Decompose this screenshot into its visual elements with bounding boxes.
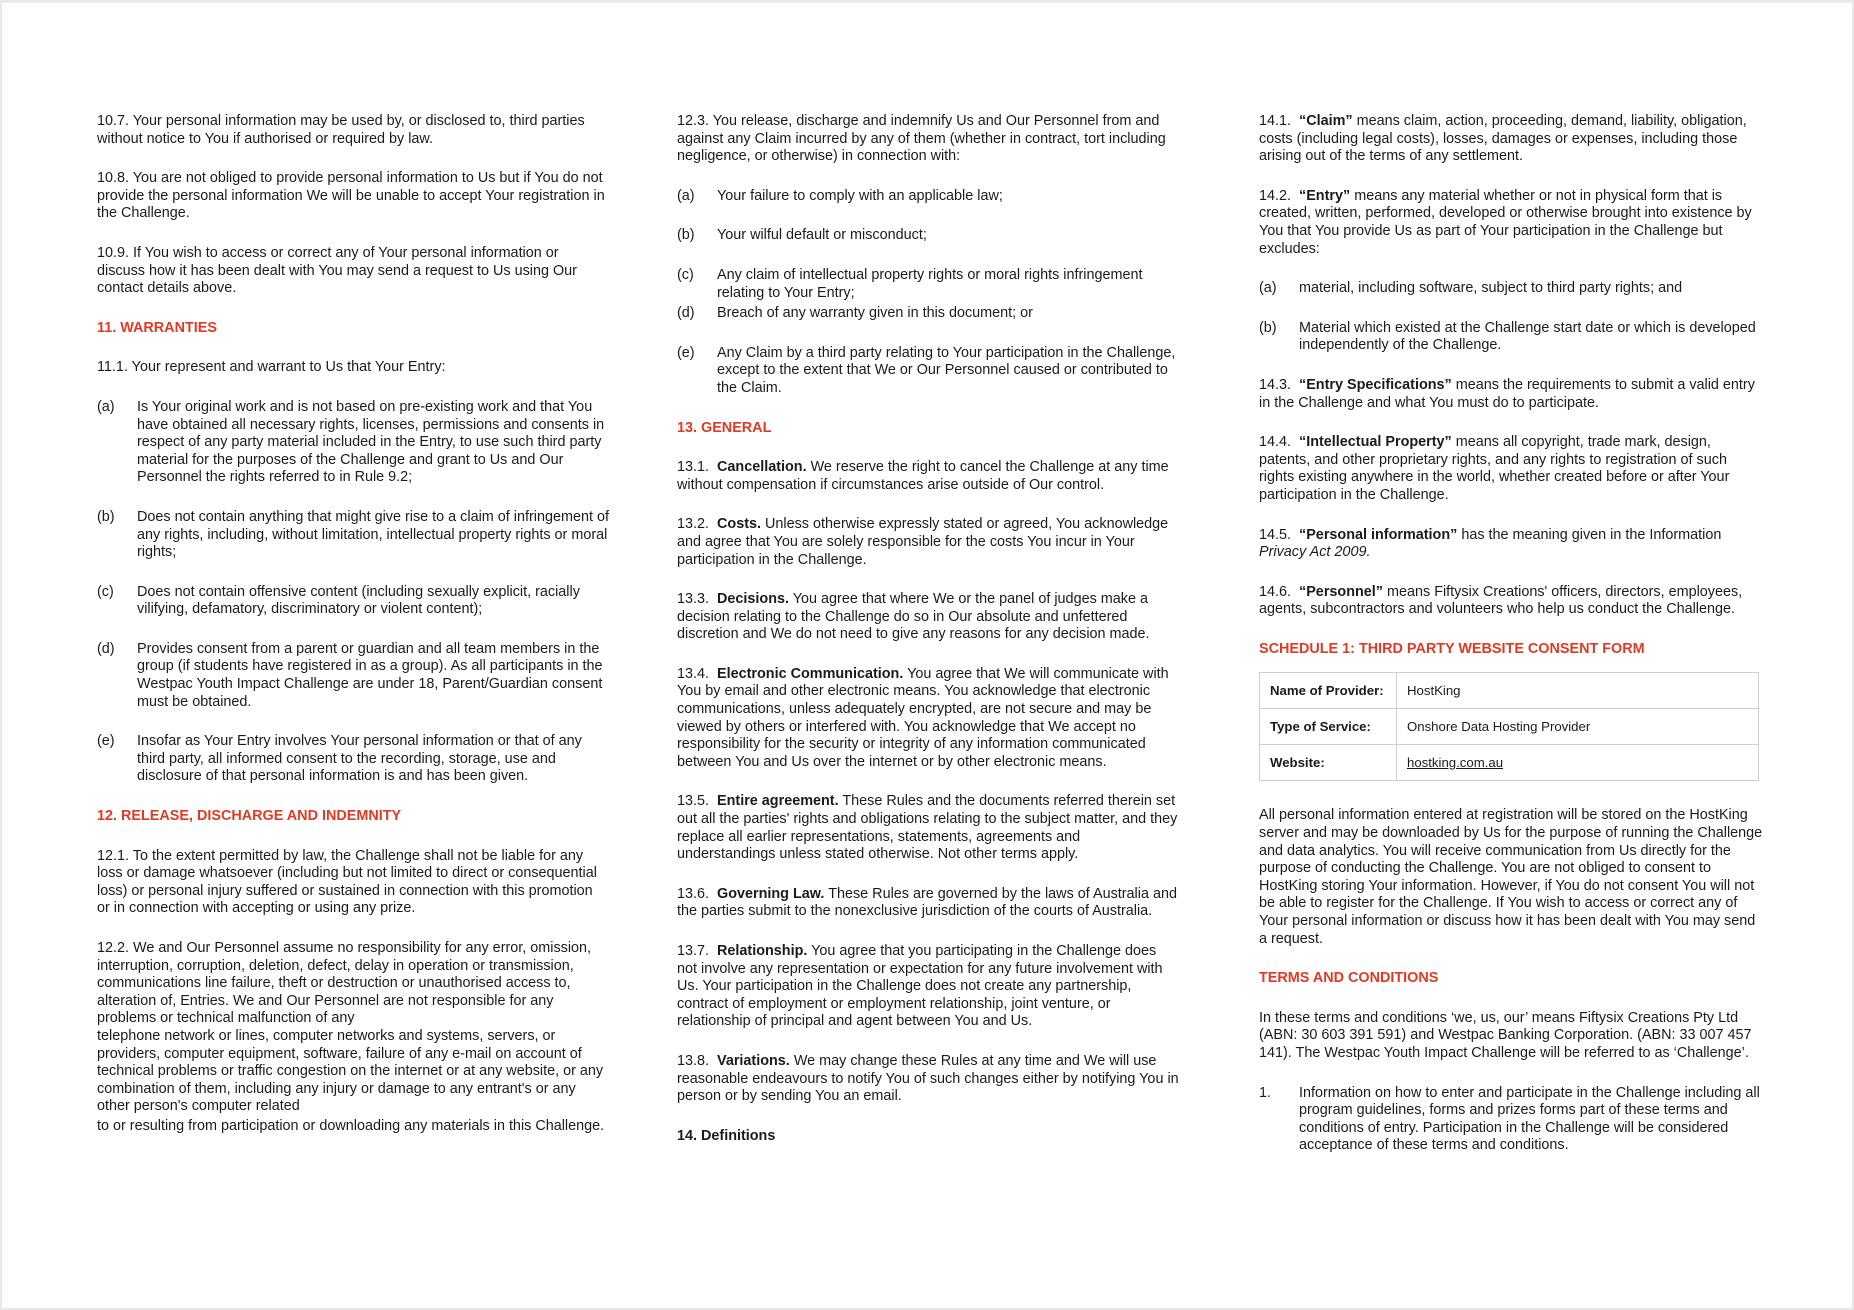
- item-text: Information on how to enter and participate in the Challenge including all program guidelines, forms and prizes forms part of these terms and conditions of entry. Participation in the Challenge will be considered acceptance of these terms and conditions.: [1299, 1084, 1760, 1154]
- item-label: (e): [677, 344, 695, 361]
- clause-10-7: 10.7. Your personal information may be used by, or disclosed to, third parties without notice to You if authorised or required by law.: [97, 113, 585, 147]
- heading-general: 13. GENERAL: [677, 419, 772, 436]
- item-label: (a): [97, 398, 115, 415]
- clause-number: 14.5.: [1259, 526, 1292, 543]
- table-row: [1260, 745, 1759, 781]
- item-label: (e): [97, 733, 115, 750]
- clause-13-1: [677, 459, 1180, 494]
- table-key: Website:: [1260, 745, 1397, 781]
- column-right: [1259, 113, 1764, 1177]
- clause-number: 13.8.: [677, 1052, 710, 1069]
- item-text: Is Your original work and is not based on pre-existing work and that You have obtained all necessary rights, licenses, permissions and consents in respect of any party material included in the Entry, to use such third party material for the purposes of the Challenge and grant to Us and Our Personnel the rights referred to in Rule 9.2;: [137, 398, 605, 486]
- clause-number: 14.1.: [1259, 113, 1292, 129]
- definition-text: means any material whether or not in physical form that is created, written, performed, developed or otherwise brought into existence by You that You provide Us as part of Your participation in the Challenge but excludes:: [1259, 187, 1752, 257]
- release-item: [677, 345, 1180, 398]
- definition-personal-information: [1259, 527, 1764, 562]
- heading-schedule-1: SCHEDULE 1: THIRD PARTY WEBSITE CONSENT FORM: [1259, 640, 1645, 657]
- definition-personnel: [1259, 584, 1764, 619]
- clause-12-2-part3: to or resulting from participation or downloading any materials in this Challenge.: [97, 1117, 605, 1134]
- clause-number: 13.2.: [677, 516, 710, 533]
- item-text: material, including software, subject to third party rights; and: [1299, 280, 1683, 297]
- warranty-item: [97, 733, 609, 786]
- column-middle: [677, 113, 1180, 1167]
- item-label: (b): [97, 508, 115, 525]
- defined-term: “Entry”: [1299, 187, 1351, 204]
- defined-term: “Personal information”: [1299, 526, 1458, 543]
- website-link[interactable]: hostking.com.au: [1407, 755, 1504, 771]
- table-row: [1260, 709, 1759, 745]
- item-label: 1.: [1259, 1084, 1272, 1101]
- clause-number: 14.3.: [1259, 376, 1292, 393]
- exclusion-item: [1259, 320, 1764, 355]
- item-text: Insofar as Your Entry involves Your personal information or that of any third party, all informed consent to the recording, storage, use and disclosure of that personal information is and has been given.: [137, 733, 582, 785]
- item-text: Material which existed at the Challenge start date or which is developed independently of the Challenge.: [1299, 319, 1756, 354]
- terms-intro: In these terms and conditions ‘we, us, our’ means Fiftysix Creations Pty Ltd (ABN: 30 603 391 591) and Westpac Banking Corporation. (ABN: 33 007 457 141). The Westpac Youth Impact Challenge will be referred to as ‘Challenge’.: [1259, 1009, 1752, 1061]
- clause-text: You agree that you participating in the Challenge does not involve any representation or expectation for any future involvement with Us. Your participation in the Challenge does not create any partnership, contract of employment or employment relationship, joint venture, or relationship of principal and agent between You and Us.: [677, 943, 1163, 1030]
- item-label: (b): [1259, 319, 1277, 336]
- terms-item: [1259, 1085, 1764, 1155]
- clause-text: You agree that where We or the panel of judges make a decision relating to the Challenge do so in Our absolute and unfettered discretion and We do not need to give any reasons for any decision made.: [677, 591, 1150, 643]
- item-text: Your wilful default or misconduct;: [717, 227, 927, 244]
- clause-term: Electronic Communication.: [717, 665, 904, 682]
- heading-definitions: 14. Definitions: [677, 1127, 776, 1144]
- clause-number: 13.1.: [677, 459, 710, 476]
- clause-13-5: [677, 793, 1180, 863]
- clause-term: Decisions.: [717, 591, 789, 608]
- item-text: Any claim of intellectual property rights or moral rights infringement relating to Your Entry;: [717, 266, 1143, 301]
- clause-10-9: 10.9. If You wish to access or correct any of Your personal information or discuss how it has been dealt with You may send a request to Us using Our contact details above.: [97, 244, 577, 297]
- item-label: (d): [677, 305, 695, 322]
- act-title: Privacy Act 2009.: [1259, 544, 1371, 561]
- clause-12-2-part1: 12.2. We and Our Personnel assume no responsibility for any error, omission, interruption, corruption, deletion, defect, delay in operation or transmission, communications line failure, theft or destruction or unauthorised access to, alteration of, Entries. We and Our Personnel are not responsible for any problems or technical malfunction of any: [97, 940, 592, 1027]
- item-label: (d): [97, 640, 115, 657]
- defined-term: “Personnel”: [1299, 583, 1383, 600]
- clause-term: Relationship.: [717, 943, 808, 959]
- definition-entry-specifications: [1259, 377, 1764, 412]
- release-item: [677, 267, 1180, 302]
- item-label: (b): [677, 227, 695, 244]
- consent-form-table: [1259, 672, 1759, 781]
- document-page: [2, 3, 1852, 1308]
- definition-intellectual-property: [1259, 434, 1764, 504]
- clause-text: We may change these Rules at any time and We will use reasonable endeavours to notify You of such changes either by notifying You in person or by sending You an email.: [677, 1052, 1179, 1105]
- clause-text: We reserve the right to cancel the Challenge at any time without compensation if circumstances arise outside of Our control.: [677, 459, 1169, 493]
- clause-12-1: 12.1. To the extent permitted by law, the Challenge shall not be liable for any loss or damage whatsoever (including but not limited to direct or consequential loss) or personal injury suffered or sustained in connection with this promotion or in connection with accepting or using any prize.: [97, 847, 597, 917]
- clause-number: 13.4.: [677, 665, 710, 682]
- clause-13-2: [677, 516, 1180, 569]
- definition-text: has the meaning given in the Information: [1461, 526, 1722, 543]
- clause-10-8: 10.8. You are not obliged to provide personal information to Us but if You do not provide the personal information We will be unable to accept Your registration in the Challenge.: [97, 170, 605, 222]
- item-label: (c): [677, 266, 694, 283]
- warranty-item: [97, 641, 609, 711]
- clause-13-8: [677, 1053, 1180, 1106]
- heading-release-discharge-indemnity: 12. RELEASE, DISCHARGE AND INDEMNITY: [97, 808, 402, 825]
- clause-text: You agree that We will communicate with You by email and other electronic means. You acknowledge that electronic communications, unless adequately encrypted, are not secure and may be viewed by others or interfered with. You acknowledge that We accept no responsibility for the security or integrity of any information communicated between You and Us over the internet or by other electronic means.: [677, 665, 1169, 770]
- warranty-item: [97, 399, 609, 487]
- clause-12-3: 12.3. You release, discharge and indemnify Us and Our Personnel from and against any Claim incurred by any of them (whether in contract, tort including negligence, or otherwise) in connection with:: [677, 113, 1166, 165]
- clause-number: 13.7.: [677, 943, 710, 959]
- heading-warranties: 11. WARRANTIES: [97, 319, 217, 336]
- clause-number: 13.3.: [677, 591, 710, 608]
- definition-text: means all copyright, trade mark, design, patents, and other proprietary rights, and any rights to registration of such rights existing anywhere in the world, whether created before or after Your participation in the Challenge.: [1259, 434, 1730, 503]
- table-value: [1397, 745, 1759, 781]
- warranty-item: [97, 584, 609, 619]
- clause-13-3: [677, 591, 1180, 644]
- warranty-item: [97, 509, 609, 562]
- column-left: [97, 113, 609, 1158]
- clause-number: 14.4.: [1259, 434, 1292, 451]
- clause-term: Variations.: [717, 1052, 790, 1069]
- clause-text: These Rules are governed by the laws of Australia and the parties submit to the nonexclusive jurisdiction of the courts of Australia.: [677, 885, 1177, 920]
- table-key: Name of Provider:: [1260, 673, 1397, 709]
- defined-term: “Entry Specifications”: [1299, 376, 1452, 393]
- release-item: [677, 188, 1180, 206]
- table-row: [1260, 673, 1759, 709]
- definition-text: means the requirements to submit a valid entry in the Challenge and what You must do to participate.: [1259, 376, 1755, 411]
- item-text: Your failure to comply with an applicable law;: [717, 187, 1003, 204]
- exclusion-item: [1259, 280, 1764, 298]
- item-label: (a): [677, 187, 695, 204]
- clause-number: 14.2.: [1259, 187, 1292, 204]
- item-text: Any Claim by a third party relating to Your participation in the Challenge, except to the extent that We or Our Personnel caused or contributed to the Claim.: [717, 344, 1176, 396]
- heading-terms-and-conditions: TERMS AND CONDITIONS: [1259, 970, 1439, 987]
- clause-text: These Rules and the documents referred therein set out all the parties' rights and obligations relating to the subject matter, and they replace all earlier representations, statements, agreements and understandings unless stated otherwise. Not other terms apply.: [677, 793, 1178, 863]
- consent-paragraph: All personal information entered at registration will be stored on the HostKing server and may be downloaded by Us for the purpose of running the Challenge and data analytics. You will receive communication from Us directly for the purpose of conducting the Challenge. You are not obliged to consent to HostKing storing Your information. However, if You do not consent You will not be able to register for the Challenge. If You wish to access or correct any of Your personal information or discuss how it has been dealt with You may send a request.: [1259, 807, 1763, 947]
- item-text: Does not contain anything that might give rise to a claim of infringement of any rights, including, without limitation, intellectual property rights or moral rights;: [137, 508, 609, 561]
- table-key: Type of Service:: [1260, 709, 1397, 745]
- definition-claim: [1259, 113, 1764, 166]
- clause-13-4: [677, 666, 1180, 772]
- clause-12-2-part2: telephone network or lines, computer networks and systems, servers, or providers, computer equipment, software, failure of any e-mail on account of technical problems or traffic congestion on the internet or at any website, or any combination of them, including any injury or damage to any entrant's or any other person's computer related: [97, 1027, 604, 1115]
- defined-term: “Intellectual Property”: [1299, 434, 1452, 451]
- clause-term: Governing Law.: [717, 885, 825, 902]
- clause-term: Costs.: [717, 516, 761, 533]
- definition-entry: [1259, 188, 1764, 258]
- clause-13-7: [677, 943, 1180, 1031]
- defined-term: “Claim”: [1299, 113, 1353, 129]
- item-text: Does not contain offensive content (including sexually explicit, racially vilifying, defamatory, discriminatory or violent content);: [137, 583, 580, 618]
- item-label: (a): [1259, 280, 1277, 297]
- clause-11-1: 11.1. Your represent and warrant to Us that Your Entry:: [97, 359, 446, 376]
- item-text: Breach of any warranty given in this document; or: [717, 305, 1033, 322]
- clause-term: Entire agreement.: [717, 793, 839, 810]
- release-item: [677, 227, 1180, 245]
- clause-13-6: [677, 886, 1180, 921]
- clause-number: 13.5.: [677, 793, 710, 810]
- item-label: (c): [97, 583, 114, 600]
- clause-text: Unless otherwise expressly stated or agreed, You acknowledge and agree that You are solely responsible for the costs You incur in Your participation in the Challenge.: [677, 516, 1169, 568]
- clause-term: Cancellation.: [717, 459, 807, 476]
- table-value: Onshore Data Hosting Provider: [1397, 709, 1759, 745]
- table-value: HostKing: [1397, 673, 1759, 709]
- definition-text: means Fiftysix Creations' officers, directors, employees, agents, subcontractors and volunteers who help us conduct the Challenge.: [1259, 583, 1743, 618]
- item-text: Provides consent from a parent or guardian and all team members in the group (if students have registered in as a group). As all participants in the Westpac Youth Impact Challenge are under 18, Parent/Guardian consent must be obtained.: [137, 640, 603, 710]
- clause-number: 14.6.: [1259, 583, 1292, 600]
- definition-text: means claim, action, proceeding, demand, liability, obligation, costs (including legal costs), losses, damages or expenses, including those arising out of the terms of any settlement.: [1259, 113, 1747, 165]
- release-item: [677, 305, 1180, 323]
- clause-number: 13.6.: [677, 885, 710, 902]
